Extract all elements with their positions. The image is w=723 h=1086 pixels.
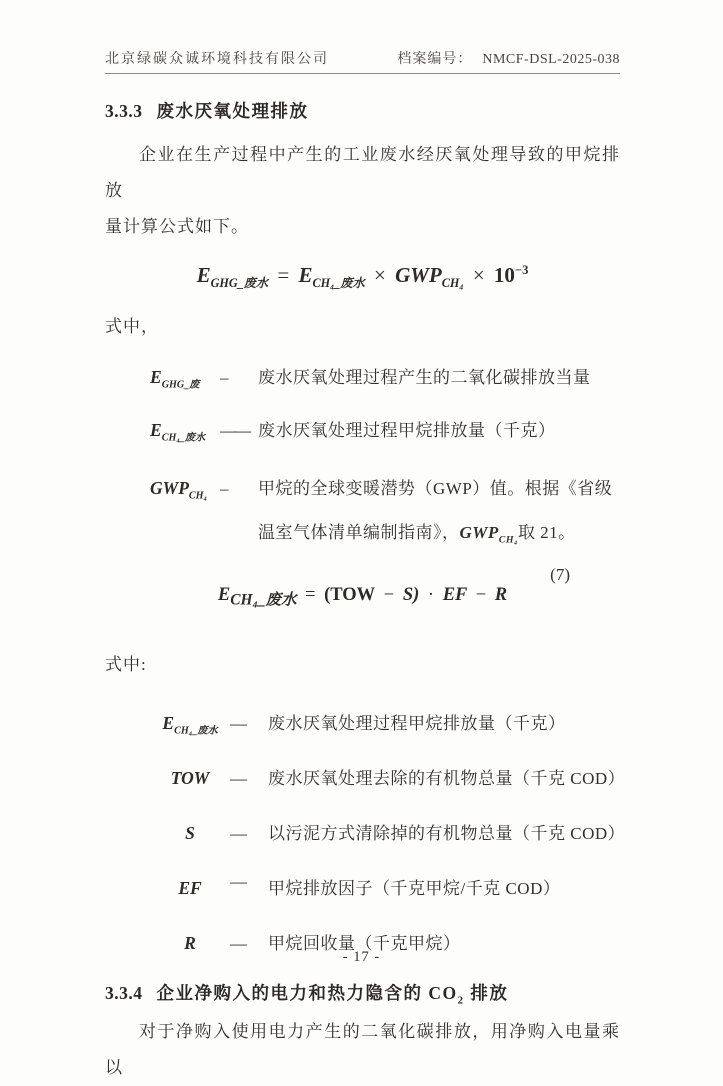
dash: —: [230, 768, 244, 788]
page-content: [0, 98, 723, 1086]
section-title: 企业净购入的电力和热力隐含的 $CO_2$ 排放: [156, 982, 509, 1007]
formula-ghg-wastewater: [105, 263, 620, 291]
definition-row-ech4: [105, 416, 620, 444]
definition-row-ech4: [105, 709, 620, 737]
formula-ch4-wastewater: [105, 565, 620, 610]
dash: —: [230, 713, 244, 733]
inline-gwp-symbol: $GWP_{CH_4}$: [459, 523, 518, 546]
page-header: [105, 0, 620, 74]
dash: —: [230, 933, 244, 953]
formula-tow: (TOW: [324, 585, 376, 605]
definitions-list-1: [105, 363, 620, 555]
section-number: 3.3.3: [105, 101, 143, 121]
minus-sign: −: [383, 585, 395, 605]
minus-sign: −: [475, 585, 487, 605]
definition-row-eghg: [105, 363, 620, 391]
archive-label: 档案编号：: [397, 52, 473, 67]
definition-text: 以污泥方式清除掉的有机物总量（千克 COD）: [268, 823, 626, 843]
definition-text-line: 甲烷的全球变暖潜势（GWP）值。根据《省级: [258, 479, 613, 498]
paragraph-334: [105, 1014, 620, 1086]
where-label-2: 式中:: [105, 654, 147, 674]
definition-text: 废水厌氧处理过程甲烷排放量（千克）: [258, 421, 556, 440]
formula-lhs: $E_{CH_4\_废水}$: [217, 585, 297, 609]
section-heading-334: [105, 980, 620, 1007]
paragraph-line: 对于净购入使用电力产生的二氧化碳排放，用净购入电量乘以: [105, 1022, 620, 1078]
symbol-ech4: $E_{CH_4\_废水}$: [162, 712, 218, 737]
definition-row-s: [105, 819, 626, 844]
dash: –: [220, 368, 226, 387]
formula-ef: EF: [442, 585, 468, 605]
definition-text-line: 温室气体清单编制指南》，$GWP_{CH_4}$取 21。: [258, 523, 576, 546]
equals-sign: =: [277, 263, 290, 287]
company-name: 北京绿碳众诚环境科技有限公司: [105, 52, 329, 67]
paragraph-line: 量计算公式如下。: [105, 217, 249, 236]
paragraph-line: 企业在生产过程中产生的工业废水经厌氧处理导致的甲烷排放: [105, 145, 620, 200]
definition-row-tow: [105, 764, 626, 789]
dash: –: [220, 479, 226, 498]
section-title: 废水厌氧处理排放: [156, 101, 309, 121]
archive-value: NMCF-DSL-2025-038: [482, 52, 620, 67]
definition-text: 废水厌氧处理过程产生的二氧化碳排放当量: [258, 368, 591, 387]
symbol-tow: TOW: [170, 767, 210, 788]
archive-number: [397, 48, 620, 68]
definition-text: 甲烷排放因子（千克甲烷/千克 COD）: [268, 878, 561, 898]
symbol-s: S: [185, 822, 195, 843]
page-number: - 17 -: [342, 949, 381, 965]
symbol-ech4: $E_{CH_4\_废水}$: [150, 420, 206, 444]
formula-term-ch4: $E_{CH_4\_废水}$: [298, 263, 365, 291]
symbol-gwp: $GWP_{CH_4}$: [150, 478, 208, 502]
section-number: 3.3.4: [105, 982, 143, 1003]
equation-number: (7): [550, 565, 570, 584]
formula-s: S): [402, 585, 420, 605]
equals-sign: =: [305, 585, 316, 605]
symbol-r: R: [184, 932, 196, 953]
definition-text: [258, 467, 612, 555]
definition-text: 废水厌氧处理去除的有机物总量（千克 COD）: [268, 768, 626, 788]
dot-operator: ·: [427, 585, 435, 605]
dash: —: [230, 871, 244, 891]
times-sign: ×: [373, 263, 386, 287]
definition-row-ef: [105, 871, 620, 899]
formula-lhs: $E_{GHG\_废水}$: [196, 263, 269, 291]
paragraph-333: [105, 137, 620, 245]
section-heading-333: [105, 98, 620, 123]
formula-term-gwp: $GWP_{CH_4}$: [395, 263, 464, 291]
where-label-1: 式中，: [105, 317, 159, 336]
times-sign: ×: [472, 263, 485, 287]
definition-row-gwp: [105, 467, 620, 555]
definitions-list-2: [105, 709, 626, 954]
dash: —: [230, 823, 244, 843]
formula-term-power: $10^{-3}$: [493, 263, 529, 287]
definition-text: 甲烷回收量（千克甲烷）: [268, 933, 461, 953]
symbol-ef: EF: [178, 877, 202, 898]
formula-r: R: [494, 585, 508, 605]
dash: ——: [220, 421, 248, 440]
definition-text: 废水厌氧处理过程甲烷排放量（千克）: [268, 713, 566, 733]
symbol-eghg: $E_{GHG\_废}$: [150, 367, 200, 391]
